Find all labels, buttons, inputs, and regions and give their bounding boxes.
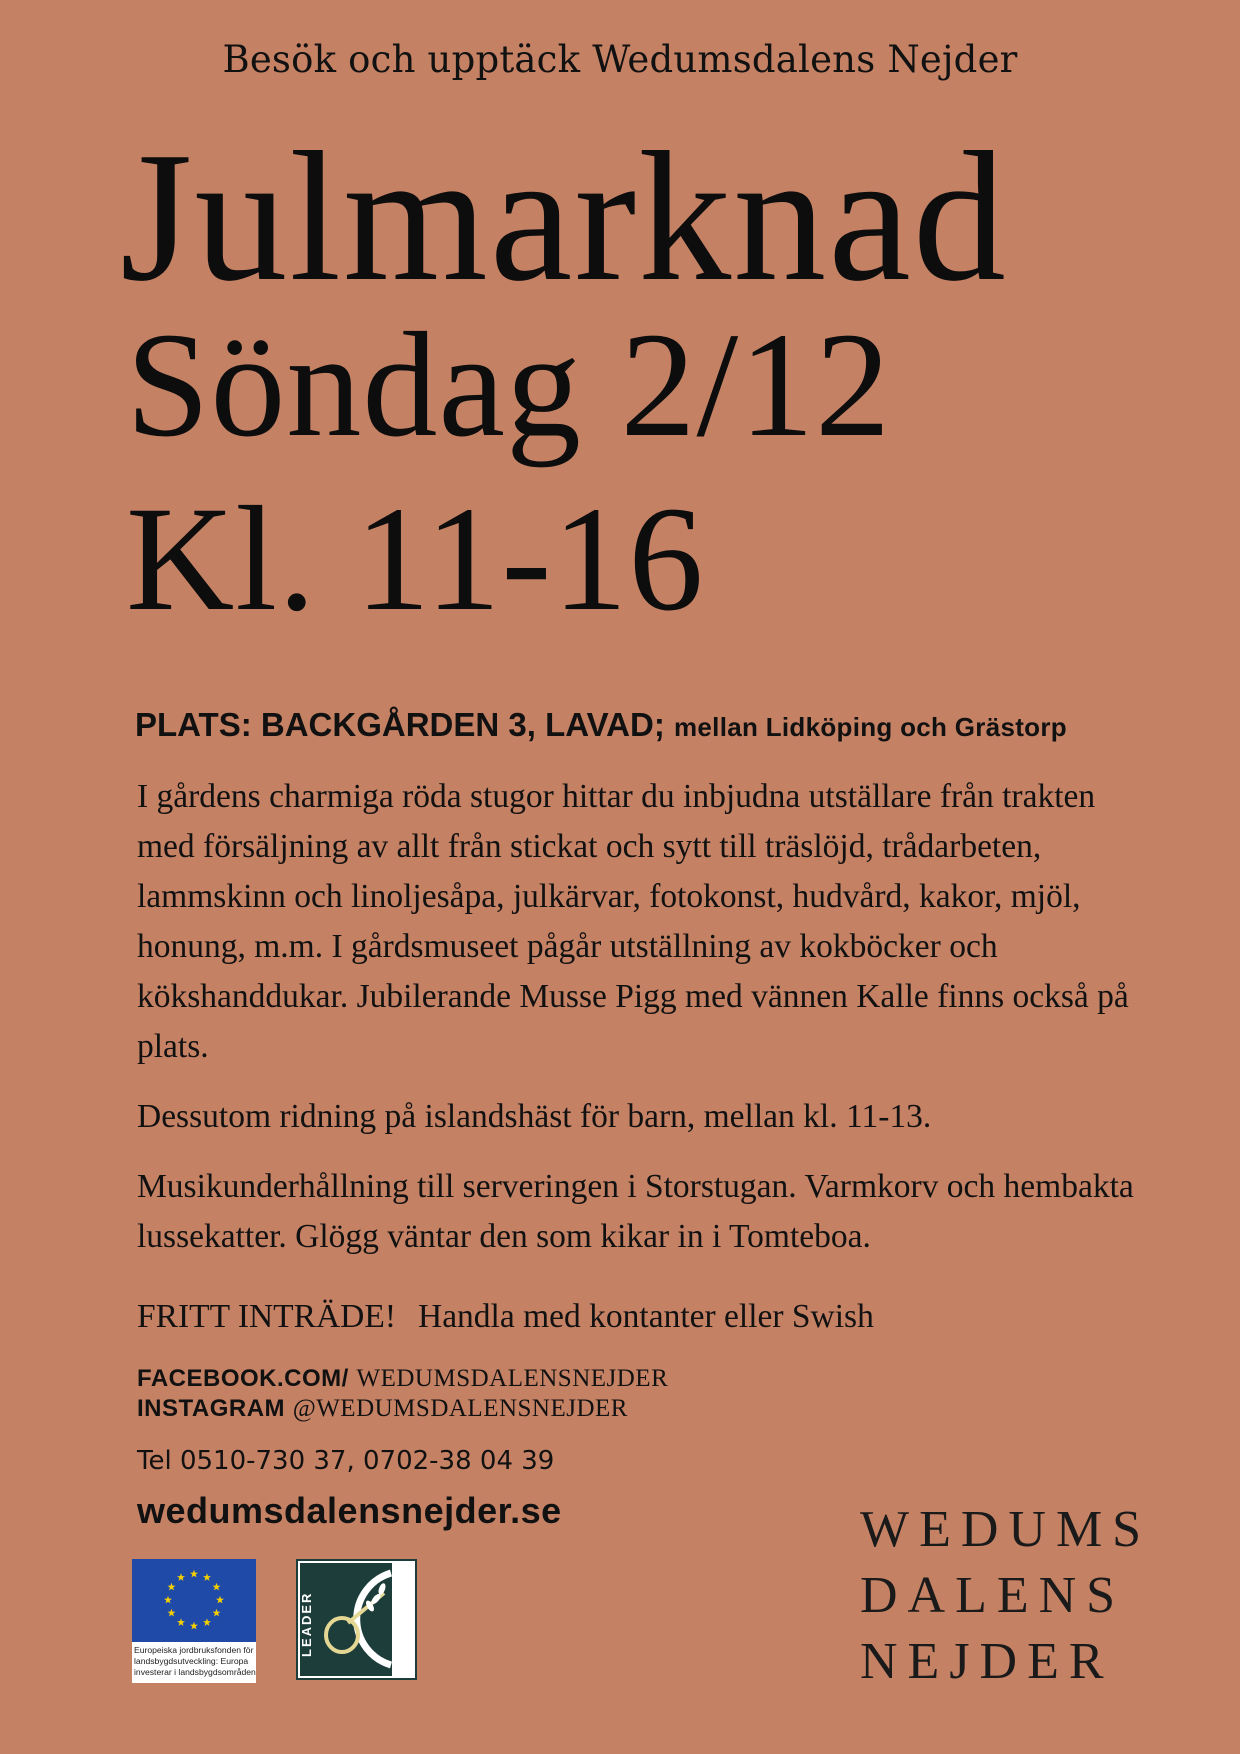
description-paragraph: I gårdens charmiga röda stugor hittar du inbjudna utställare från trakten med försäljning av allt från stickat och sytt till träslöjd, trådarbeten, lammskinn och linoljesåpa, julkärvar, fotokonst, hudvård, kakor, mjöl, honung, m.m. I gårdsmuseet pågår utställning av kokböcker och kökshanddukar. Jubilerande Musse Pigg med vännen Kalle finns också på plats. bbox=[137, 778, 1129, 1065]
event-time: Kl. 11-16 bbox=[126, 476, 705, 642]
leader-text: LEADER bbox=[299, 1591, 314, 1657]
eu-flag-icon bbox=[132, 1559, 256, 1642]
event-date: Söndag 2/12 bbox=[126, 302, 892, 468]
eu-star-icon bbox=[177, 1573, 185, 1581]
instagram-line bbox=[137, 1394, 628, 1423]
eu-star-icon bbox=[203, 1573, 211, 1581]
eu-star-icon bbox=[167, 1609, 175, 1617]
entry-paragraph bbox=[137, 1292, 1147, 1342]
venue-label: PLATS: BACKGÅRDEN 3, LAVAD; bbox=[135, 706, 665, 743]
brand-line-3: NEJDER bbox=[860, 1633, 1114, 1690]
eu-star-icon bbox=[177, 1618, 185, 1626]
event-title: Julmarknad bbox=[120, 114, 1008, 320]
eu-star-icon bbox=[190, 1622, 198, 1630]
leader-logo-icon bbox=[296, 1559, 417, 1680]
music-paragraph: Musikunderhållning till serveringen i Storstugan. Varmkorv och hembakta lussekatter. Glögg väntar den som kikar in i Tomteboa. bbox=[137, 1168, 1134, 1255]
instagram-label: INSTAGRAM bbox=[137, 1395, 286, 1422]
phone-numbers: Tel 0510-730 37, 0702-38 04 39 bbox=[137, 1446, 555, 1476]
website-link[interactable]: wedumsdalensnejder.se bbox=[137, 1490, 562, 1531]
tagline: Besök och upptäck Wedumsdalens Nejder bbox=[222, 38, 1018, 81]
venue-sub: mellan Lidköping och Grästorp bbox=[674, 712, 1067, 742]
facebook-line bbox=[137, 1364, 668, 1393]
venue-line bbox=[135, 706, 1067, 744]
eu-star-icon bbox=[216, 1596, 224, 1604]
brand-line-2: DALENS bbox=[860, 1567, 1126, 1624]
free-entry: FRITT INTRÄDE! bbox=[137, 1298, 396, 1335]
payment-info: Handla med kontanter eller Swish bbox=[418, 1298, 874, 1335]
facebook-link[interactable]: WEDUMSDALENSNEJDER bbox=[356, 1365, 669, 1392]
eu-star-icon bbox=[190, 1570, 198, 1578]
eu-star-icon bbox=[213, 1609, 221, 1617]
eu-star-icon bbox=[167, 1583, 175, 1591]
riding-paragraph: Dessutom ridning på islandshäst för barn, mellan kl. 11-13. bbox=[137, 1098, 932, 1135]
eu-caption: Europeiska jordbruksfonden för landsbygdsutveckling: Europa investerar i landsbygdsområden bbox=[134, 1645, 256, 1677]
brand-line-1: WEDUMS bbox=[860, 1501, 1152, 1558]
eu-star-icon bbox=[213, 1583, 221, 1591]
eu-star-icon bbox=[164, 1596, 172, 1604]
eu-logo bbox=[132, 1559, 256, 1683]
eu-star-icon bbox=[203, 1618, 211, 1626]
instagram-link[interactable]: @WEDUMSDALENSNEJDER bbox=[292, 1395, 628, 1422]
facebook-label: FACEBOOK.COM/ bbox=[137, 1365, 349, 1392]
